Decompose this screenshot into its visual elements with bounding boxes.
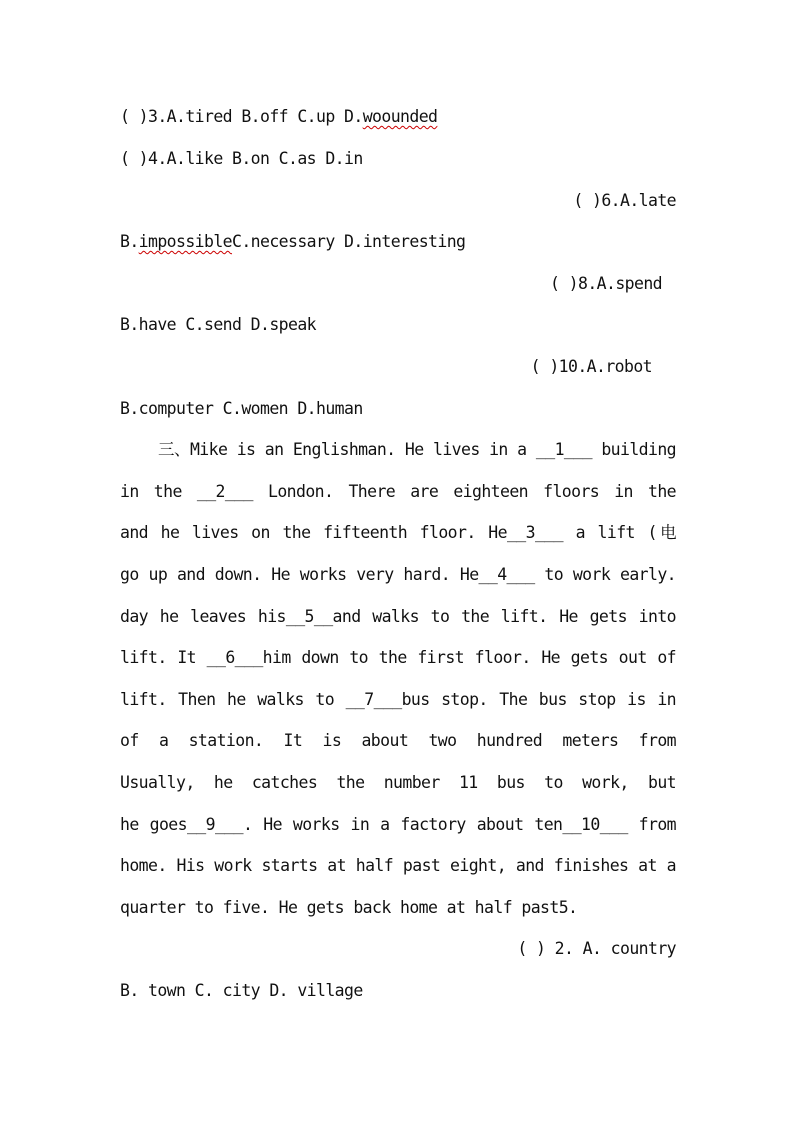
passage-line: go up and down. He works very hard. He__4___ to work early. <box>120 565 676 584</box>
question-7-options <box>120 270 676 298</box>
passage-line: day he leaves his__5__and walks to the lift. He gets into <box>120 607 676 626</box>
question-3-options: ( )3.A.tired B.off C.up D.woounded <box>120 107 438 126</box>
question-8-options: B.have C.send D.speak <box>120 315 317 334</box>
part3-question-1-options <box>126 935 676 963</box>
question-6-options: B.impossibleC.necessary D.interesting <box>120 232 466 251</box>
passage-line: in the __2___ London. There are eighteen floors in the <box>120 482 676 501</box>
part3-question-2-start: ( ) 2. A. country <box>517 939 676 958</box>
question-10-options: B.computer C.women D.human <box>120 399 363 418</box>
misspelled-word: impossible <box>138 232 233 251</box>
passage-line: home. His work starts at half past eight, and finishes at a <box>120 856 676 875</box>
part3-question-2-options: B. town C. city D. village <box>120 981 363 1000</box>
question-6-start: ( )6.A.late <box>573 191 676 210</box>
passage-line: of a station. It is about two hundred meters from <box>120 731 676 750</box>
passage-line: 三、Mike is an Englishman. He lives in a __1___ building <box>158 440 676 459</box>
question-5-options <box>120 187 676 215</box>
question-4-options: ( )4.A.like B.on C.as D.in <box>120 149 363 168</box>
passage-line: Usually, he catches the number 11 bus to work, but <box>120 773 676 792</box>
question-8-start: ( )8.A.spend <box>549 274 662 293</box>
misspelled-word: woounded <box>362 107 438 126</box>
passage-last-line: quarter to five. He gets back home at half past5. <box>120 898 578 917</box>
question-9-options <box>120 353 676 381</box>
passage-line: and he lives on the fifteenth floor. He__3___ a lift (电 <box>120 523 676 542</box>
passage-line: he goes__9___. He works in a factory about ten__10___ from <box>120 815 676 834</box>
passage-line: lift. Then he walks to __7___bus stop. The bus stop is in <box>120 690 676 709</box>
passage-line: lift. It __6___him down to the first floor. He gets out of <box>120 648 676 667</box>
question-10-start: ( )10.A.robot <box>530 357 652 376</box>
